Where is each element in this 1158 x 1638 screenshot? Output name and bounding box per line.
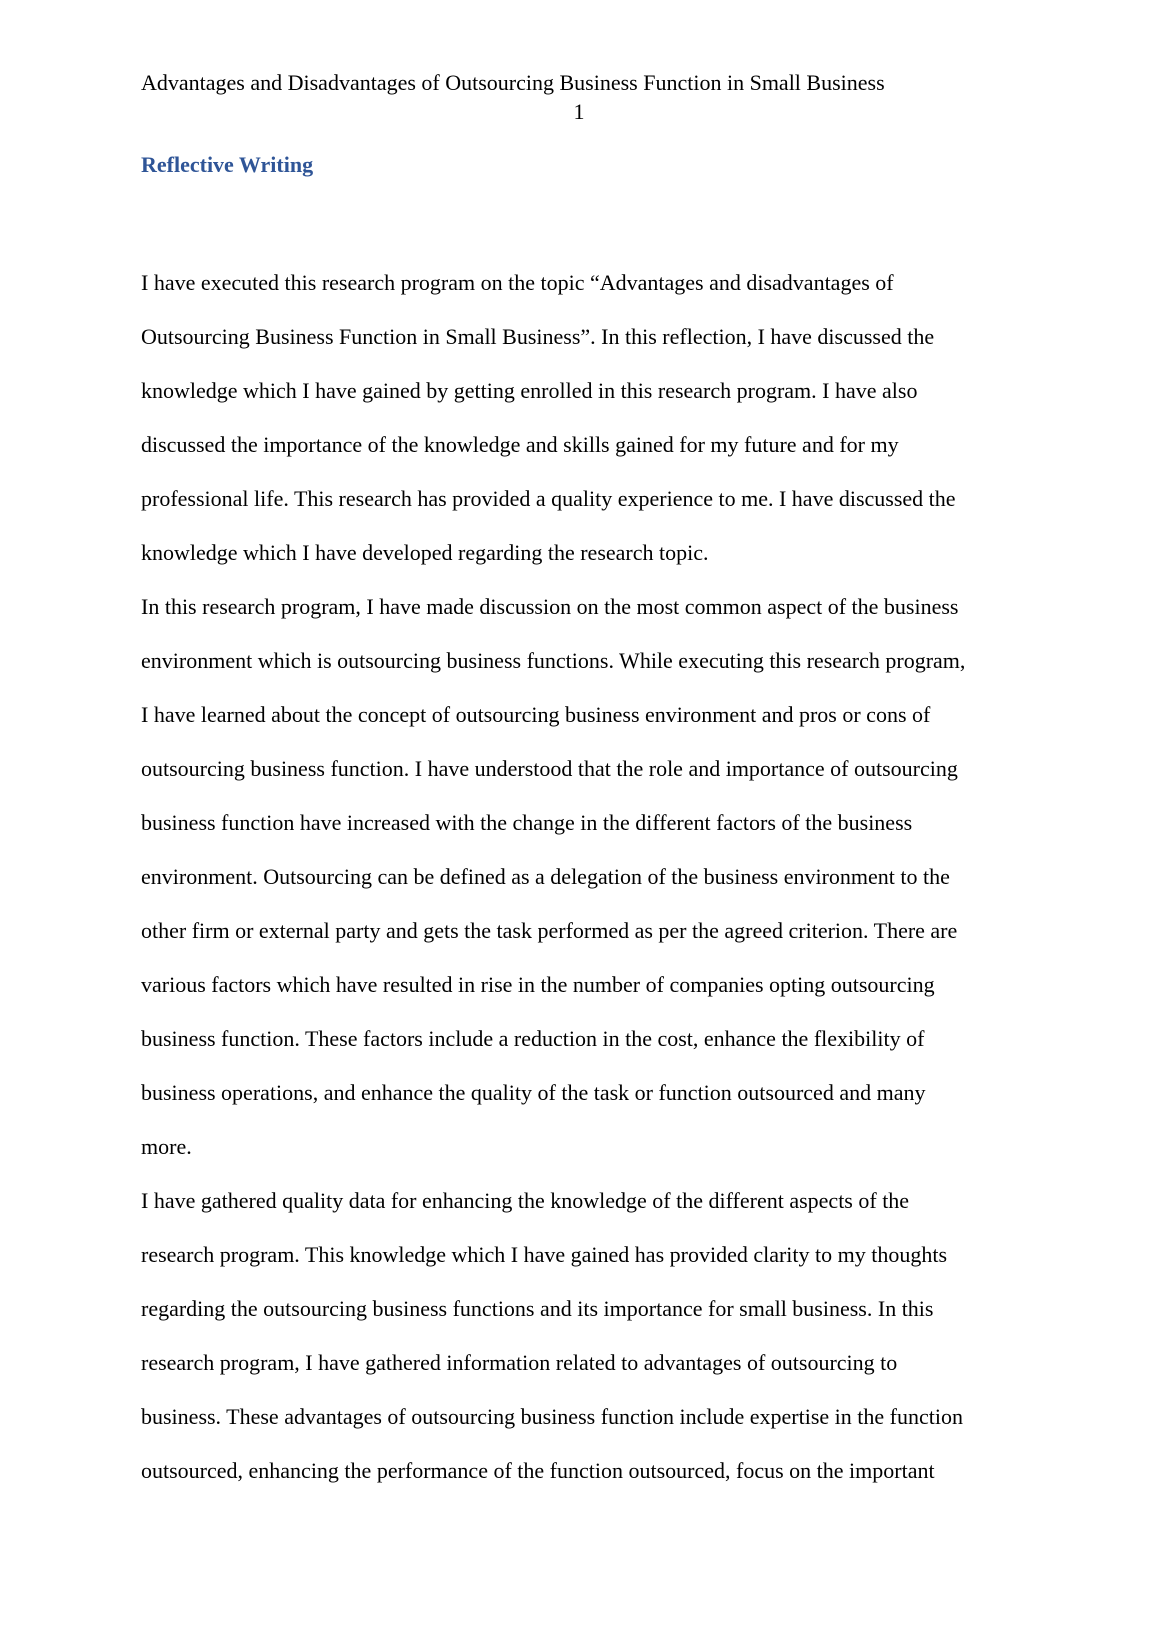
page-number: 1 — [573, 99, 585, 124]
text-line: other firm or external party and gets the task performed as per the agreed criterion. There are — [141, 918, 958, 943]
running-head: Advantages and Disadvantages of Outsourcing Business Function in Small Business — [141, 70, 885, 95]
text-line: outsourced, enhancing the performance of the function outsourced, focus on the important — [141, 1458, 935, 1483]
text-line: I have learned about the concept of outsourcing business environment and pros or cons of — [141, 702, 931, 727]
text-line: more. — [141, 1134, 192, 1159]
text-line: Outsourcing Business Function in Small Business”. In this reflection, I have discussed the — [141, 324, 935, 349]
text-line: research program, I have gathered information related to advantages of outsourcing to — [141, 1350, 898, 1375]
text-line: In this research program, I have made discussion on the most common aspect of the business — [141, 594, 959, 619]
section-heading: Reflective Writing — [141, 152, 314, 177]
text-line: business function have increased with the change in the different factors of the business — [141, 810, 913, 835]
text-line: I have gathered quality data for enhancing the knowledge of the different aspects of the — [141, 1188, 910, 1213]
text-line: research program. This knowledge which I have gained has provided clarity to my thoughts — [141, 1242, 948, 1267]
text-line: business. These advantages of outsourcing business function include expertise in the function — [141, 1404, 963, 1429]
text-line: business operations, and enhance the quality of the task or function outsourced and many — [141, 1080, 926, 1105]
text-line: environment which is outsourcing business functions. While executing this research program, — [141, 648, 966, 673]
text-line: various factors which have resulted in rise in the number of companies opting outsourcing — [141, 972, 935, 997]
text-line: outsourcing business function. I have understood that the role and importance of outsourcing — [141, 756, 958, 781]
paragraph-2 — [141, 580, 1031, 1174]
paragraph-3 — [141, 1174, 1031, 1498]
text-line: business function. These factors include a reduction in the cost, enhance the flexibility of — [141, 1026, 925, 1051]
text-line: knowledge which I have gained by getting enrolled in this research program. I have also — [141, 378, 918, 403]
text-line: I have executed this research program on the topic “Advantages and disadvantages of — [141, 270, 894, 295]
text-line: knowledge which I have developed regarding the research topic. — [141, 540, 709, 565]
text-line: environment. Outsourcing can be defined as a delegation of the business environment to the — [141, 864, 950, 889]
body-text — [141, 256, 1031, 1498]
text-line: professional life. This research has provided a quality experience to me. I have discussed the — [141, 486, 956, 511]
text-line: discussed the importance of the knowledge and skills gained for my future and for my — [141, 432, 899, 457]
text-line: regarding the outsourcing business functions and its importance for small business. In this — [141, 1296, 934, 1321]
paragraph-1 — [141, 256, 1031, 580]
